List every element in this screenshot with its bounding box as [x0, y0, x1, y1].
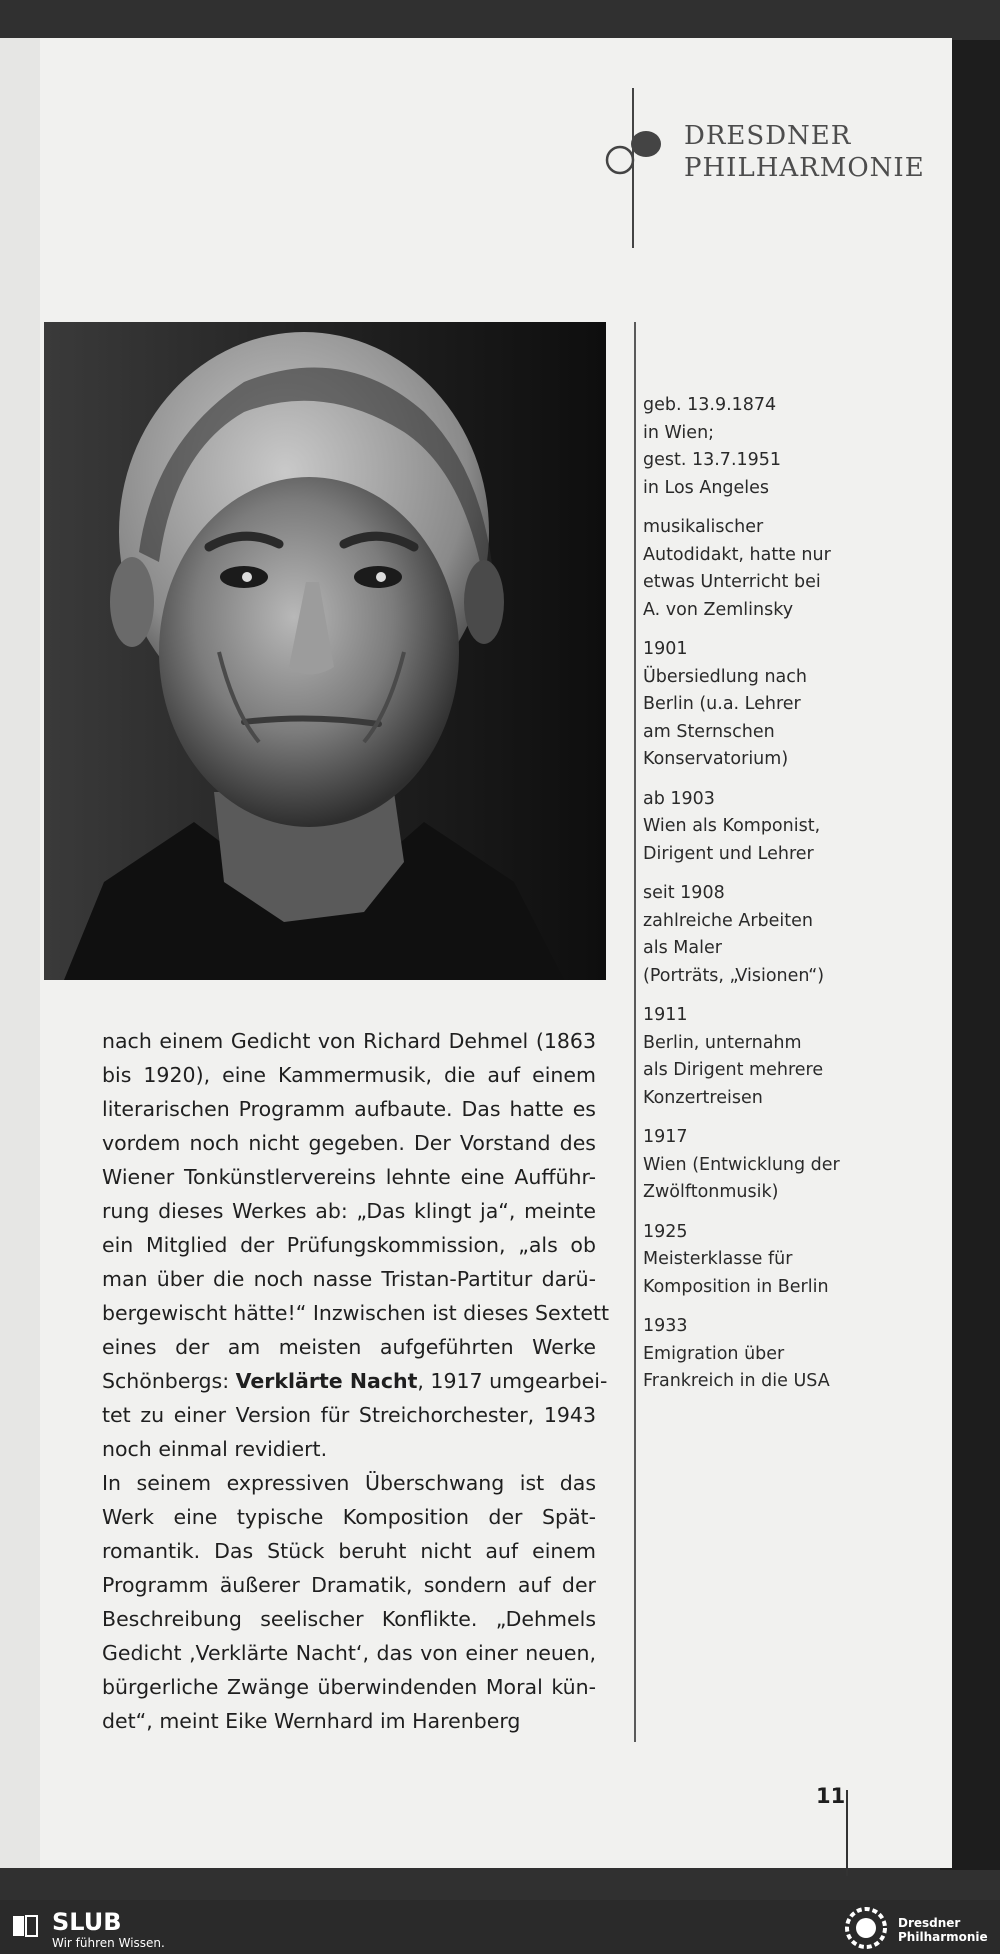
article-line: Gedicht ‚Verklärte Nacht‘, das von einer neuen, [102, 1641, 596, 1665]
sidebar-entry-line: am Sternschen [643, 721, 775, 742]
sidebar-entry-line: Konzertreisen [643, 1087, 763, 1108]
slub-book-icon [12, 1914, 40, 1938]
article-line: bürgerliche Zwänge überwindenden Moral kün- [102, 1675, 596, 1699]
article-line: literarischen Programm aufbaute. Das hatte es [102, 1097, 596, 1121]
article-line: man über die noch nasse Tristan-Partitur darü- [102, 1267, 596, 1291]
sidebar-entry-line: Autodidakt, hatte nur [643, 544, 831, 565]
sidebar-entry-line: 1911 [643, 1005, 688, 1025]
slub-tagline: Wir führen Wissen. [52, 1936, 165, 1950]
article-line: bis 1920), eine Kammermusik, die auf einem [102, 1063, 596, 1087]
sidebar-entry-line: ab 1903 [643, 788, 715, 809]
sidebar-entry-line: Emigration über [643, 1343, 785, 1364]
sidebar-entry [643, 880, 883, 990]
sidebar-entry-line: 1925 [643, 1221, 688, 1242]
sidebar-entry-line: in Wien; [643, 422, 715, 443]
sidebar-entry-line: 1901 [643, 639, 688, 659]
sidebar-entry-line: Zwölftonmusik) [643, 1182, 779, 1202]
sidebar-entry-line: Frankreich in die USA [643, 1371, 830, 1391]
article-line: det“, meint Eike Wernhard im Harenberg [102, 1709, 521, 1733]
sidebar-entry-line: Übersiedlung nach [643, 666, 807, 687]
logo-line-1: DRESDNER [684, 121, 852, 151]
sidebar-entry-line: musikalischer [643, 517, 764, 537]
article-body [102, 1024, 610, 1738]
sidebar-entry-line: Berlin (u.a. Lehrer [643, 694, 801, 714]
portrait-photo-icon [44, 322, 606, 980]
article-line: ein Mitglied der Prüfungskommission, „als ob [102, 1233, 596, 1257]
dresdner-philharmonie-logo [596, 88, 925, 248]
sidebar-entry [643, 392, 883, 502]
sidebar-entry-line: A. von Zemlinsky [643, 599, 794, 620]
sidebar-entry-line: Wien (Entwicklung der [643, 1154, 840, 1175]
sidebar-entry [643, 1002, 883, 1112]
philharmonie-footer-line-2: Philharmonie [898, 1930, 988, 1944]
sidebar-entry-line: Berlin, unternahm [643, 1032, 802, 1053]
article-line: Beschreibung seelischer Konflikte. „Dehmels [102, 1607, 596, 1631]
sidebar-entry-line: seit 1908 [643, 883, 725, 903]
sidebar-entry-line: als Dirigent mehrere [643, 1060, 824, 1080]
page-number: 11 [816, 1784, 846, 1808]
sidebar-entry-line: geb. 13.9.1874 [643, 395, 777, 415]
sidebar-entry-line: Konservatorium) [643, 749, 789, 769]
article-line: Wiener Tonkünstlervereins lehnte eine Aufführ- [102, 1165, 596, 1189]
article-line: Programm äußerer Dramatik, sondern auf der [102, 1573, 596, 1597]
sidebar-entry-line: Komposition in Berlin [643, 1276, 829, 1297]
article-line: romantik. Das Stück beruht nicht auf einem [102, 1539, 596, 1563]
article-line: noch einmal revidiert. [102, 1437, 328, 1461]
sidebar-entry-line: als Maler [643, 938, 722, 958]
logo-mark-icon [596, 88, 666, 248]
sidebar-entry-line: etwas Unterricht bei [643, 572, 821, 592]
logo-line-2: PHILHARMONIE [684, 153, 925, 183]
logo-text [684, 120, 925, 184]
sidebar-entry-line: Dirigent und Lehrer [643, 843, 814, 864]
sidebar-entry [643, 1219, 883, 1302]
sidebar-entry [643, 1313, 883, 1396]
work-title: Verklärte Nacht [235, 1369, 418, 1393]
sidebar-entry-line: 1933 [643, 1316, 688, 1336]
slub-name: SLUB [52, 1908, 122, 1936]
article-line: Werk eine typische Komposition der Spät- [102, 1505, 596, 1529]
page-number-rule [846, 1790, 848, 1876]
sidebar-entry-line: 1917 [643, 1127, 688, 1147]
column-divider [634, 322, 636, 1742]
sidebar-entry-line: Meisterklasse für [643, 1249, 793, 1269]
sidebar-entry-line: (Porträts, „Visionen“) [643, 965, 825, 986]
sidebar-entry [643, 514, 883, 624]
article-line: tet zu einer Version für Streichorchester, 1943 [102, 1403, 596, 1427]
article-line: vordem noch nicht gegeben. Der Vorstand des [102, 1131, 596, 1155]
philharmonie-emblem-icon [842, 1906, 890, 1950]
philharmonie-footer-line-1: Dresdner [898, 1916, 961, 1930]
sidebar-entry-line: zahlreiche Arbeiten [643, 910, 813, 931]
sidebar-entry-line: gest. 13.7.1951 [643, 450, 782, 470]
philharmonie-footer-logo[interactable] [842, 1906, 992, 1950]
sidebar-entry [643, 1124, 883, 1207]
portrait-photo [44, 322, 606, 980]
sidebar-entry [643, 786, 883, 869]
philharmonie-footer-text [898, 1916, 988, 1944]
article-line: Schönbergs: Verklärte Nacht, 1917 umgearbei- [102, 1369, 608, 1393]
article-line: rung dieses Werkes ab: „Das klingt ja“, meinte [102, 1199, 596, 1223]
article-line: In seinem expressiven Überschwang ist das [102, 1471, 596, 1495]
sidebar-entry [643, 636, 883, 774]
biography-sidebar [643, 392, 883, 1408]
article-line: eines der am meisten aufgeführten Werke [102, 1335, 596, 1359]
article-line: bergewischt hätte!“ Inzwischen ist dieses Sextett [102, 1301, 610, 1325]
sidebar-entry-line: Wien als Komponist, [643, 816, 821, 836]
sidebar-entry-line: in Los Angeles [643, 477, 770, 498]
article-line: nach einem Gedicht von Richard Dehmel (1863 [102, 1029, 596, 1053]
viewer-footer [0, 1900, 1000, 1954]
